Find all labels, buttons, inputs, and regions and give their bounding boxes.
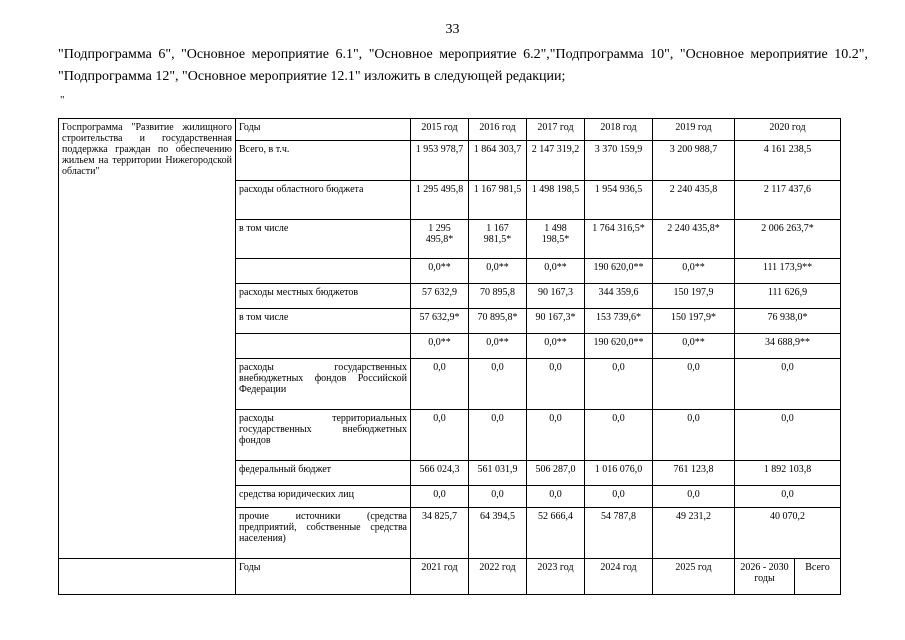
row-label: прочие источники (средства предприятий, собственные средства населения) [236,508,411,559]
value-cell: 76 938,0* [735,309,841,334]
value-cell: 0,0 [585,359,653,410]
value-cell: 52 666,4 [527,508,585,559]
row-label: в том числе [236,309,411,334]
row-label: Годы [236,119,411,141]
value-cell: 2020 год [735,119,841,141]
row-label: в том числе [236,220,411,259]
value-cell: 1 892 103,8 [735,461,841,486]
value-cell: 34 688,9** [735,334,841,359]
intro-paragraph: "Подпрограмма 6", "Основное мероприятие 6.1", "Основное мероприятие 6.2","Подпрограмма 10", "Основное мероприятие 10.2", "Подпрограмма 12", "Основное мероприятие 12.1" изложить в следующей редакции; [58,47,868,84]
value-cell: 0,0 [585,486,653,508]
value-cell: 0,0 [735,359,841,410]
program-name-cell: Госпрограмма "Развитие жилищного строительства и государственная поддержка граждан по обеспечению жильем на территории Нижегородской области" [59,119,236,559]
value-cell: 1 167 981,5 [469,181,527,220]
value-cell: 64 394,5 [469,508,527,559]
value-cell: 2017 год [527,119,585,141]
year-cell: 2024 год [585,559,653,595]
value-cell: 0,0** [469,334,527,359]
value-cell: 0,0 [527,359,585,410]
value-cell: 0,0 [653,486,735,508]
row-label: расходы областного бюджета [236,181,411,220]
value-cell: 0,0** [653,334,735,359]
row-label: расходы государственных внебюджетных фондов Российской Федерации [236,359,411,410]
row-label: средства юридических лиц [236,486,411,508]
row-label: расходы территориальных государственных внебюджетных фондов [236,410,411,461]
opening-quote-mark: " [60,94,65,106]
value-cell: 4 161 238,5 [735,141,841,181]
year-cell: 2021 год [411,559,469,595]
value-cell: 70 895,8* [469,309,527,334]
value-cell: 0,0 [653,359,735,410]
row-label [236,334,411,359]
value-cell: 761 123,8 [653,461,735,486]
value-cell: 1 295 495,8 [411,181,469,220]
value-cell: 0,0 [411,410,469,461]
value-cell: 1 953 978,7 [411,141,469,181]
value-cell: 0,0** [411,259,469,284]
value-cell: 0,0 [735,486,841,508]
value-cell: 40 070,2 [735,508,841,559]
value-cell: 0,0 [653,410,735,461]
value-cell: 2019 год [653,119,735,141]
value-cell: 2 240 435,8* [653,220,735,259]
row-label: расходы местных бюджетов [236,284,411,309]
value-cell: 1 295 495,8* [411,220,469,259]
table-row [59,119,841,141]
value-cell: 90 167,3* [527,309,585,334]
value-cell: 1 764 316,5* [585,220,653,259]
row-label: Годы [236,559,411,595]
value-cell: 2 147 319,2 [527,141,585,181]
value-cell: 190 620,0** [585,334,653,359]
value-cell: 0,0 [411,359,469,410]
value-cell: 561 031,9 [469,461,527,486]
value-cell: 57 632,9* [411,309,469,334]
value-cell: 0,0 [585,410,653,461]
value-cell: 0,0 [469,410,527,461]
value-cell: 506 287,0 [527,461,585,486]
value-cell: 49 231,2 [653,508,735,559]
value-cell: 150 197,9 [653,284,735,309]
value-cell: 3 370 159,9 [585,141,653,181]
value-cell: 57 632,9 [411,284,469,309]
value-cell: 0,0 [527,486,585,508]
row-label [236,259,411,284]
value-cell: 1 954 936,5 [585,181,653,220]
value-cell: 1 016 076,0 [585,461,653,486]
value-cell: 2016 год [469,119,527,141]
value-cell: 34 825,7 [411,508,469,559]
value-cell: 3 200 988,7 [653,141,735,181]
value-cell: 0,0 [469,359,527,410]
total-header-cell: Всего [795,559,841,595]
value-cell: 111 626,9 [735,284,841,309]
year-cell: 2023 год [527,559,585,595]
value-cell: 0,0 [527,410,585,461]
table-row-years-2021-2030 [59,559,841,595]
value-cell: 2 240 435,8 [653,181,735,220]
value-cell: 2018 год [585,119,653,141]
year-cell: 2022 год [469,559,527,595]
value-cell: 0,0** [469,259,527,284]
value-cell: 150 197,9* [653,309,735,334]
value-cell: 2 117 437,6 [735,181,841,220]
row-label: федеральный бюджет [236,461,411,486]
value-cell: 2 006 263,7* [735,220,841,259]
empty-cell [59,559,236,595]
value-cell: 0,0** [527,259,585,284]
year-cell: 2025 год [653,559,735,595]
value-cell: 153 739,6* [585,309,653,334]
value-cell: 0,0** [411,334,469,359]
row-label: Всего, в т.ч. [236,141,411,181]
value-cell: 1 167 981,5* [469,220,527,259]
value-cell: 566 024,3 [411,461,469,486]
value-cell: 90 167,3 [527,284,585,309]
value-cell: 1 498 198,5* [527,220,585,259]
value-cell: 0,0 [469,486,527,508]
value-cell: 111 173,9** [735,259,841,284]
value-cell: 0,0 [735,410,841,461]
year-cell: 2026 - 2030 годы [735,559,795,595]
value-cell: 1 498 198,5 [527,181,585,220]
value-cell: 2015 год [411,119,469,141]
value-cell: 0,0** [653,259,735,284]
value-cell: 70 895,8 [469,284,527,309]
value-cell: 54 787,8 [585,508,653,559]
value-cell: 0,0 [411,486,469,508]
value-cell: 0,0** [527,334,585,359]
page-number: 33 [445,22,460,37]
value-cell: 1 864 303,7 [469,141,527,181]
budget-table [58,118,841,595]
value-cell: 190 620,0** [585,259,653,284]
value-cell: 344 359,6 [585,284,653,309]
